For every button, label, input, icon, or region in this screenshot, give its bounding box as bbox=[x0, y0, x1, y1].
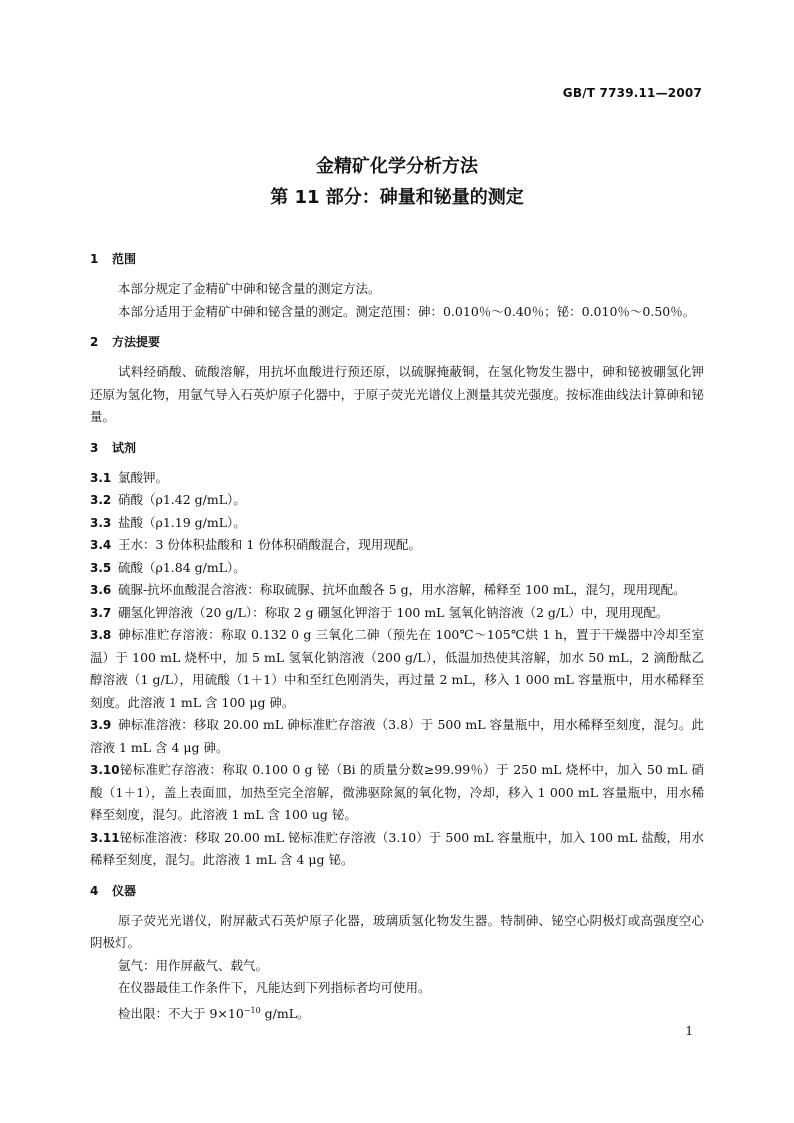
standard-number: GB/T 7739.11—2007 bbox=[562, 86, 702, 100]
clause-number: 3.4 bbox=[90, 538, 112, 552]
reagent-item bbox=[90, 512, 704, 535]
clause-text: 盐酸（ρ1.19 g/mL）。 bbox=[118, 514, 246, 530]
section-heading-scope bbox=[90, 248, 704, 270]
detection-limit-paragraph bbox=[90, 1000, 704, 1026]
section-number: 2 bbox=[90, 335, 99, 349]
clause-text: 砷标准溶液：移取 20.00 mL 砷标准贮存溶液（3.8）于 500 mL 容量瓶中，用水稀释至刻度，混匀。此溶液 1 mL 含 4 μg 砷。 bbox=[90, 717, 704, 755]
clause-text: 硫酸（ρ1.84 g/mL）。 bbox=[118, 559, 246, 575]
reagent-item bbox=[90, 534, 704, 557]
clause-text: 王水：3 份体积盐酸和 1 份体积硝酸混合，现用现配。 bbox=[118, 537, 421, 552]
reagent-item bbox=[90, 602, 704, 625]
clause-number: 3.8 bbox=[90, 628, 112, 642]
clause-number: 3.1 bbox=[90, 470, 112, 485]
section-number: 3 bbox=[90, 440, 99, 455]
reagent-item bbox=[90, 624, 704, 714]
reagent-item bbox=[90, 759, 704, 827]
detection-limit-exponent: −10 bbox=[243, 1005, 261, 1015]
section-heading-principle bbox=[90, 331, 704, 353]
clause-number: 3.5 bbox=[90, 560, 112, 575]
clause-number: 3.2 bbox=[90, 493, 112, 507]
reagent-item bbox=[90, 827, 704, 872]
section-title: 试剂 bbox=[112, 440, 137, 455]
document-body bbox=[90, 248, 704, 1025]
document-subtitle: 第 11 部分：砷量和铋量的测定 bbox=[270, 187, 524, 208]
paragraph: 本部分规定了金精矿中砷和铋含量的测定方法。 bbox=[118, 281, 381, 296]
clause-text: 铋标准溶液：移取 20.00 mL 铋标准贮存溶液（3.10）于 500 mL 容量瓶中，加入 100 mL 盐酸，用水稀释至刻度，混匀。此溶液 1 mL 含 4 μg 铋。 bbox=[90, 829, 704, 867]
paragraph: 原子荧光光谱仪，附屏蔽式石英炉原子化器，玻璃质氢化物发生器。特制砷、铋空心阴极灯或高强度空心阴极灯。 bbox=[90, 912, 704, 950]
section-title: 仪器 bbox=[112, 883, 137, 898]
document-title: 金精矿化学分析方法 bbox=[316, 156, 478, 177]
reagent-item bbox=[90, 714, 704, 759]
clause-text: 硫脲-抗坏血酸混合溶液：称取硫脲、抗坏血酸各 5 g，用水溶解，稀释至 100 mL，混匀，现用现配。 bbox=[118, 582, 686, 597]
page-number: 1 bbox=[685, 1024, 693, 1038]
detection-limit-suffix: g/mL。 bbox=[260, 1005, 310, 1021]
paragraph: 在仪器最佳工作条件下，凡能达到下列指标者均可使用。 bbox=[118, 980, 431, 995]
clause-text: 氯酸钾。 bbox=[118, 469, 169, 485]
clause-text: 铋标准贮存溶液：称取 0.100 0 g 铋（Bi 的质量分数≥99.99％）于 250 mL 烧杯中，加入 50 mL 硝酸（1＋1），盖上表面皿，加热至完全溶解，微沸驱除氮的氧化物，冷却，移入 1 000 mL 容量瓶中，用水稀释至刻度，混匀。此溶液 1 mL 含 100 ug 铋。 bbox=[90, 762, 704, 822]
clause-number: 3.6 bbox=[90, 583, 112, 597]
clause-number: 3.3 bbox=[90, 515, 112, 530]
reagent-item bbox=[90, 557, 704, 580]
paragraph: 本部分适用于金精矿中砷和铋含量的测定。测定范围：砷：0.010％～0.40％；铋：0.010％～0.50％。 bbox=[118, 303, 696, 319]
clause-number: 3.7 bbox=[90, 605, 112, 620]
section-heading-reagents bbox=[90, 437, 704, 459]
reagent-item bbox=[90, 489, 704, 512]
clause-text: 砷标准贮存溶液：称取 0.132 0 g 三氧化二砷（预先在 100℃～105℃烘 1 h，置于干燥器中冷却至室温）于 100 mL 烧杯中，加 5 mL 氢氧化钠溶液（200 g/L），低温加热使其溶解，加水 50 mL，2 滴酚酞乙醇溶液（1 g/L），用硫酸（1＋1）中和至红色刚消失，再过量 2 mL，移入 1 000 mL 容量瓶中，用水稀释至刻度。此溶液 1 mL 含 100 μg 砷。 bbox=[90, 627, 704, 710]
paragraph: 氩气：用作屏蔽气、载气。 bbox=[118, 957, 269, 973]
clause-number: 3.10 bbox=[90, 763, 120, 777]
clause-number: 3.11 bbox=[90, 830, 120, 845]
clause-text: 硼氢化钾溶液（20 g/L）：称取 2 g 硼氢化钾溶于 100 mL 氢氧化钠溶液（2 g/L）中，现用现配。 bbox=[118, 604, 669, 620]
reagent-item bbox=[90, 579, 704, 602]
paragraph: 试料经硝酸、硫酸溶解，用抗坏血酸进行预还原，以硫脲掩蔽铜，在氢化物发生器中，砷和铋被硼氢化钾还原为氢化物，用氩气导入石英炉原子化器中，于原子荧光光谱仪上测量其荧光强度。按标准曲线法计算砷和铋量。 bbox=[90, 364, 704, 424]
section-title: 方法提要 bbox=[112, 335, 161, 349]
section-number: 4 bbox=[90, 883, 99, 898]
clause-number: 3.9 bbox=[90, 718, 112, 732]
detection-limit-prefix: 检出限：不大于 9×10 bbox=[118, 1005, 244, 1021]
section-title: 范围 bbox=[112, 252, 137, 266]
clause-text: 硝酸（ρ1.42 g/mL）。 bbox=[118, 492, 246, 507]
section-number: 1 bbox=[90, 252, 99, 266]
reagent-item bbox=[90, 467, 704, 490]
section-heading-apparatus bbox=[90, 880, 704, 902]
